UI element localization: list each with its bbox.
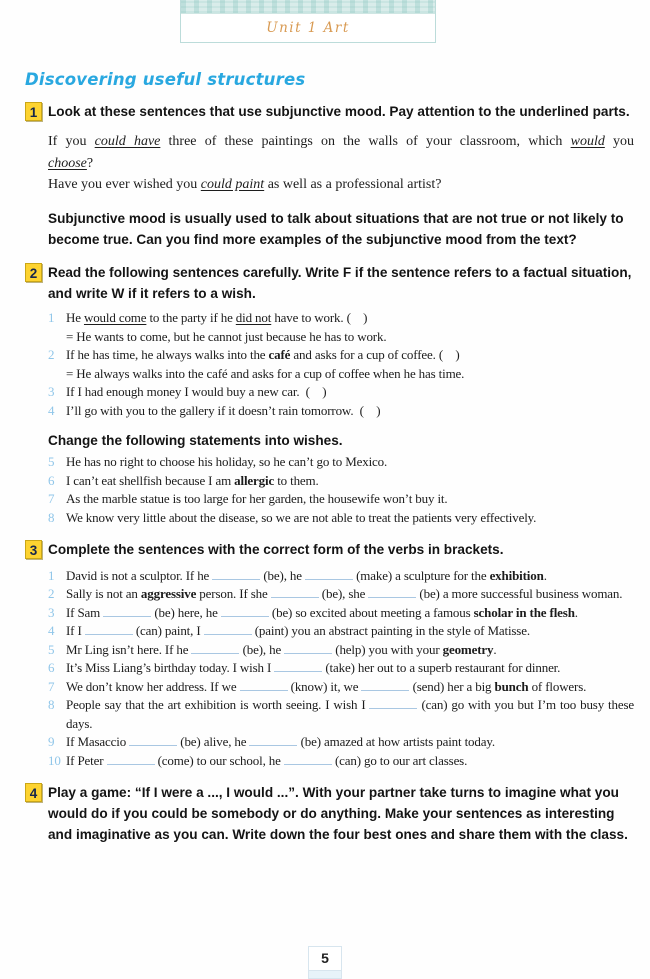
example-line: choose? — [48, 155, 94, 171]
page-number-decoration — [308, 971, 342, 979]
exercise-item — [48, 453, 634, 471]
exercise-item — [48, 733, 634, 751]
item-text: I’ll go with you to the gallery if it doesn’t rain tomorrow. ( ) — [66, 402, 381, 418]
answer-blank — [85, 623, 133, 635]
answer-blank — [129, 734, 177, 746]
answer-blank — [284, 642, 332, 654]
item-text: If I (can) paint, I (paint) you an abstract painting in the style of Matisse. — [66, 623, 530, 639]
answer-blank — [212, 568, 260, 580]
answer-blank — [361, 679, 409, 691]
exercise-section-3 — [0, 539, 650, 770]
answer-blank — [249, 734, 297, 746]
item-number: 8 — [48, 697, 55, 713]
exercise-item — [48, 622, 634, 640]
item-number: 3 — [48, 384, 55, 400]
answer-blank — [204, 623, 252, 635]
item-text: = He always walks into the café and asks for a cup of coffee when he has time. — [66, 365, 465, 381]
exercise-number-badge: 2 — [25, 263, 42, 282]
item-text: Sally is not an aggressive person. If she (be), she (be) a more successful business woman. — [66, 586, 623, 602]
section-body — [48, 262, 634, 527]
exercise-number-badge: 4 — [25, 783, 42, 802]
page-footer — [308, 946, 342, 979]
answer-blank — [107, 753, 155, 765]
exercise-item — [48, 567, 634, 585]
item-text: If I had enough money I would buy a new car. ( ) — [66, 384, 327, 400]
exercise-item — [48, 641, 634, 659]
exercise-item — [48, 696, 634, 733]
answer-blank — [369, 697, 417, 709]
item-text: If Masaccio (be) alive, he (be) amazed at how artists paint today. — [66, 734, 495, 750]
item-text: He has no right to choose his holiday, so he can’t go to Mexico. — [66, 454, 388, 470]
item-text: As the marble statue is too large for her garden, the housewife won’t buy it. — [66, 491, 448, 507]
exercise-item — [48, 659, 634, 677]
item-number: 5 — [48, 454, 55, 470]
item-text: If Peter (come) to our school, he (can) go to our art classes. — [66, 752, 468, 768]
exercise-item — [48, 509, 634, 527]
exercise-item — [48, 383, 634, 401]
grammar-note: Subjunctive mood is usually used to talk about situations that are not true or not likely to become true. Can you find more examples of the subjunctive mood from the text? — [48, 211, 624, 248]
example-line: If you could have three of these paintings on the walls of your classroom, which would you — [48, 134, 635, 150]
item-text: I can’t eat shellfish because I am allergic to them. — [66, 472, 319, 488]
answer-blank — [368, 586, 416, 598]
exercise-instruction: Complete the sentences with the correct form of the verbs in brackets. — [48, 541, 504, 557]
item-text: Mr Ling isn’t here. If he (be), he (help) you with your geometry. — [66, 641, 497, 657]
answer-blank — [240, 679, 288, 691]
item-text: People say that the art exhibition is worth seeing. I wish I (can) go with you but I’m too busy these days. — [66, 697, 634, 731]
item-text: It’s Miss Liang’s birthday today. I wish I (take) her out to a superb restaurant for dinner. — [66, 660, 561, 676]
item-number — [48, 328, 66, 346]
exercise-item — [48, 604, 634, 622]
example-line: Have you ever wished you could paint as well as a professional artist? — [48, 177, 442, 193]
exercise-item — [48, 309, 634, 327]
exercise-item — [48, 346, 634, 364]
item-number: 10 — [48, 752, 61, 768]
page-content — [0, 70, 650, 857]
item-text: = He wants to come, but he cannot just because he has to work. — [66, 328, 387, 344]
answer-blank — [221, 605, 269, 617]
page-number: 5 — [308, 946, 342, 971]
item-text: If he has time, he always walks into the café and asks for a cup of coffee. ( ) — [66, 347, 460, 363]
exercise-item — [48, 752, 634, 770]
exercise-instruction: Play a game: “If I were a ..., I would ...”. With your partner take turns to imagine what you would do if you could be somebody or do anything. Make your sentences as interesting and imaginative as you can. Write down the four best ones and share them with the class. — [48, 785, 628, 843]
item-number: 2 — [48, 347, 55, 363]
item-number: 7 — [48, 491, 55, 507]
item-text: If Sam (be) here, he (be) so excited about meeting a famous scholar in the flesh. — [66, 604, 578, 620]
item-number: 6 — [48, 660, 55, 676]
unit-header-box — [180, 0, 436, 43]
exercise-instruction: Look at these sentences that use subjunctive mood. Pay attention to the underlined parts. — [48, 104, 630, 119]
section-body — [48, 539, 634, 770]
exercise-section-2 — [0, 262, 650, 527]
section-body — [48, 101, 634, 250]
item-text: We don’t know her address. If we (know) it, we (send) her a big bunch of flowers. — [66, 678, 587, 694]
item-number: 4 — [48, 623, 55, 639]
exercise-item — [48, 490, 634, 508]
exercise-item — [48, 678, 634, 696]
exercise-item-list — [48, 309, 634, 420]
item-text: David is not a sculptor. If he (be), he (make) a sculpture for the exhibition. — [66, 568, 547, 584]
item-number: 8 — [48, 509, 55, 525]
answer-blank — [191, 642, 239, 654]
item-number: 6 — [48, 472, 55, 488]
item-number: 9 — [48, 734, 55, 750]
exercise-item — [48, 328, 634, 346]
answer-blank — [284, 753, 332, 765]
exercise-section-1 — [0, 101, 650, 250]
exercise-item-list — [48, 567, 634, 770]
answer-blank — [274, 660, 322, 672]
answer-blank — [103, 605, 151, 617]
answer-blank — [305, 568, 353, 580]
exercise-item-list — [48, 453, 634, 527]
item-number: 7 — [48, 678, 55, 694]
item-number: 4 — [48, 402, 55, 418]
item-number — [48, 365, 66, 383]
exercise-section-4 — [0, 782, 650, 845]
unit-header-texture-band — [181, 0, 435, 14]
item-number: 2 — [48, 586, 55, 602]
section-body — [48, 782, 634, 845]
exercise-instruction: Read the following sentences carefully. Write F if the sentence refers to a factual situation, and write W if it refers to a wish. — [48, 265, 632, 302]
item-text: He would come to the party if he did not have to work. ( ) — [66, 310, 368, 326]
exercise-item — [48, 365, 634, 383]
exercise-item — [48, 585, 634, 603]
unit-title: Unit 1 Art — [266, 20, 350, 36]
item-text: We know very little about the disease, so we are not able to treat the patients very effectively. — [66, 509, 537, 525]
exercise-item — [48, 472, 634, 490]
example-sentences — [48, 131, 634, 196]
lesson-heading: Discovering useful structures — [25, 70, 306, 89]
answer-blank — [271, 586, 319, 598]
exercise-number-badge: 3 — [25, 540, 42, 559]
exercise-subinstruction: Change the following statements into wishes. — [48, 433, 343, 449]
item-number: 5 — [48, 641, 55, 657]
exercise-item — [48, 402, 634, 420]
item-number: 1 — [48, 310, 55, 326]
item-number: 1 — [48, 568, 55, 584]
item-number: 3 — [48, 604, 55, 620]
exercise-number-badge: 1 — [25, 102, 42, 121]
